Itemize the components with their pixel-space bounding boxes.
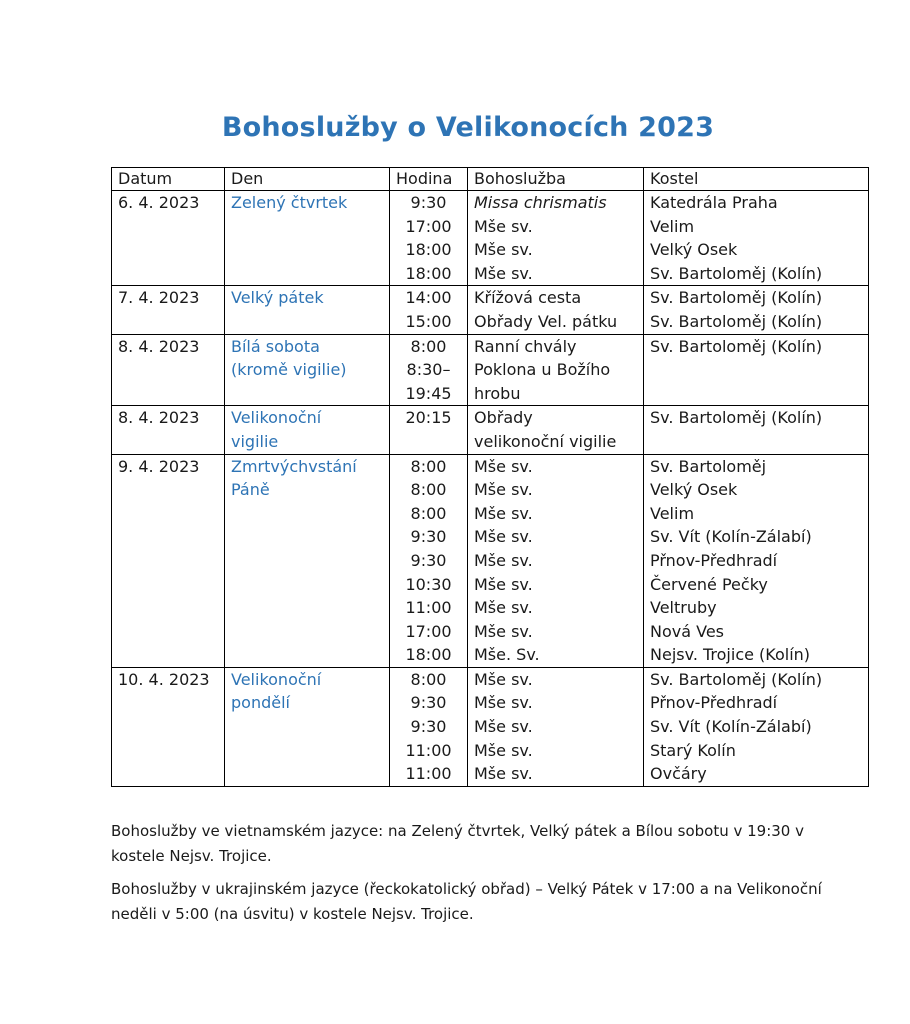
service-cell-line: Mše sv. (474, 456, 533, 476)
day-cell (225, 667, 390, 786)
time-cell (390, 454, 468, 667)
day-cell-line: pondělí (231, 693, 290, 713)
date-cell: 7. 4. 2023 (112, 286, 225, 334)
church-cell (644, 191, 869, 286)
time-cell-line: 9:30 (410, 550, 447, 570)
service-cell-line: Mše sv. (474, 574, 533, 594)
church-cell (644, 667, 869, 786)
service-cell-line: Mše sv. (474, 693, 533, 713)
church-cell-line: Starý Kolín (650, 740, 736, 760)
church-cell-line: Sv. Vít (Kolín-Zálabí) (650, 527, 812, 547)
church-cell-line: Přnov-Předhradí (650, 550, 778, 570)
time-cell-line: 9:30 (410, 527, 447, 547)
day-cell-line: Velikonoční (231, 408, 322, 428)
day-cell-line: Velikonoční (231, 669, 322, 689)
time-cell (390, 334, 468, 406)
time-cell-line: 17:00 (405, 621, 452, 641)
page-title: Bohoslužby o Velikonocích 2023 (221, 112, 715, 143)
time-cell-line: 10:30 (405, 574, 452, 594)
note-vietnamese: Bohoslužby ve vietnamském jazyce: na Zelený čtvrtek, Velký pátek a Bílou sobotu v 19:30 v kostele Nejsv. Trojice. (111, 822, 804, 865)
service-cell-line: Mše sv. (474, 240, 533, 260)
service-cell-line: Missa chrismatis (474, 193, 607, 212)
service-cell (468, 454, 644, 667)
church-cell (644, 286, 869, 334)
time-cell-line: 9:30 (410, 717, 447, 737)
church-cell-line: Červené Pečky (650, 574, 768, 594)
table-row (112, 406, 869, 454)
church-cell-line: Sv. Bartoloměj (Kolín) (650, 311, 823, 331)
table-row (112, 191, 869, 286)
church-cell-line: Ovčáry (650, 764, 707, 784)
service-cell-line: Mše sv. (474, 621, 533, 641)
day-cell-line: Páně (231, 480, 270, 500)
day-cell (225, 406, 390, 454)
service-cell (468, 406, 644, 454)
time-cell-line: 8:00 (410, 503, 447, 523)
day-cell (225, 454, 390, 667)
time-cell-line: 8:30– (406, 360, 451, 380)
day-cell-line: Zelený čtvrtek (231, 193, 348, 212)
time-cell-line: 8:00 (410, 669, 447, 689)
time-cell-line: 18:00 (405, 263, 452, 283)
service-cell-line: Mše. Sv. (474, 645, 540, 665)
day-cell-line: vigilie (231, 431, 279, 451)
church-cell-line: Přnov-Předhradí (650, 693, 778, 713)
service-cell (468, 191, 644, 286)
time-cell-line: 18:00 (405, 645, 452, 665)
column-header-den: Den (225, 168, 390, 191)
service-cell-line: Mše sv. (474, 598, 533, 618)
date-cell: 10. 4. 2023 (112, 667, 225, 786)
church-cell-line: Sv. Bartoloměj (Kolín) (650, 288, 823, 308)
church-cell (644, 406, 869, 454)
day-cell-line: Velký pátek (231, 288, 324, 308)
day-cell-line: (kromě vigilie) (231, 360, 347, 380)
day-cell-line: Zmrtvýchvstání (231, 456, 357, 476)
table-header-row (112, 168, 869, 191)
time-cell-line: 17:00 (405, 216, 452, 236)
time-cell (390, 667, 468, 786)
time-cell-line: 15:00 (405, 311, 452, 331)
table-row (112, 334, 869, 406)
table-row (112, 454, 869, 667)
time-cell (390, 191, 468, 286)
date-cell: 8. 4. 2023 (112, 334, 225, 406)
table-row (112, 667, 869, 786)
church-cell-line: Katedrála Praha (650, 193, 778, 212)
church-cell (644, 454, 869, 667)
day-cell (225, 334, 390, 406)
service-cell-line: Mše sv. (474, 717, 533, 737)
time-cell-line: 8:00 (410, 456, 447, 476)
service-cell-line: Mše sv. (474, 216, 533, 236)
church-cell-line: Sv. Bartoloměj (650, 456, 767, 476)
service-cell-line: Mše sv. (474, 503, 533, 523)
church-cell-line: Velim (650, 216, 695, 236)
church-cell-line: Sv. Bartoloměj (Kolín) (650, 408, 823, 428)
service-cell-line: Mše sv. (474, 740, 533, 760)
service-cell-line: velikonoční vigilie (474, 431, 617, 451)
time-cell-line: 8:00 (410, 336, 447, 356)
time-cell-line: 14:00 (405, 288, 452, 308)
service-cell-line: Mše sv. (474, 527, 533, 547)
time-cell-line: 18:00 (405, 240, 452, 260)
time-cell (390, 406, 468, 454)
church-cell-line: Sv. Bartoloměj (Kolín) (650, 336, 823, 356)
time-cell-line: 8:00 (410, 480, 447, 500)
church-cell-line: Velký Osek (650, 240, 738, 260)
service-cell-line: hrobu (474, 383, 521, 403)
day-cell (225, 286, 390, 334)
date-cell: 8. 4. 2023 (112, 406, 225, 454)
time-cell-line: 19:45 (405, 383, 452, 403)
date-cell: 6. 4. 2023 (112, 191, 225, 286)
time-cell-line: 11:00 (405, 598, 452, 618)
time-cell-line: 20:15 (405, 408, 452, 428)
column-header-hodina: Hodina (390, 168, 468, 191)
time-cell-line: 11:00 (405, 764, 452, 784)
service-cell-line: Ranní chvály (474, 336, 577, 356)
service-cell-line: Mše sv. (474, 764, 533, 784)
church-cell-line: Velim (650, 503, 695, 523)
column-header-kostel: Kostel (644, 168, 869, 191)
note-ukrainian: Bohoslužby v ukrajinském jazyce (řeckokatolický obřad) – Velký Pátek v 17:00 a na Velikonoční neděli v 5:00 (na úsvitu) v kostele Nejsv. Trojice. (111, 880, 822, 923)
service-cell (468, 286, 644, 334)
service-cell-line: Mše sv. (474, 480, 533, 500)
service-cell (468, 667, 644, 786)
table-row (112, 286, 869, 334)
service-cell-line: Obřady Vel. pátku (474, 311, 618, 331)
church-cell-line: Sv. Vít (Kolín-Zálabí) (650, 717, 812, 737)
service-cell (468, 334, 644, 406)
church-cell-line: Veltruby (650, 598, 717, 618)
day-cell-line: Bílá sobota (231, 336, 320, 356)
column-header-bohosluzba: Bohoslužba (468, 168, 644, 191)
time-cell-line: 9:30 (410, 693, 447, 713)
time-cell-line: 11:00 (405, 740, 452, 760)
church-cell-line: Sv. Bartoloměj (Kolín) (650, 263, 823, 283)
column-header-datum: Datum (112, 168, 225, 191)
date-cell: 9. 4. 2023 (112, 454, 225, 667)
church-cell-line: Nová Ves (650, 621, 724, 641)
day-cell (225, 191, 390, 286)
service-cell-line: Křížová cesta (474, 288, 582, 308)
service-cell-line: Mše sv. (474, 550, 533, 570)
church-cell-line: Sv. Bartoloměj (Kolín) (650, 669, 823, 689)
service-cell-line: Mše sv. (474, 669, 533, 689)
church-cell (644, 334, 869, 406)
schedule-table (111, 167, 869, 787)
church-cell-line: Nejsv. Trojice (Kolín) (650, 645, 811, 665)
service-cell-line: Mše sv. (474, 263, 533, 283)
service-cell-line: Poklona u Božího (474, 360, 611, 380)
service-cell-line: Obřady (474, 408, 533, 428)
church-cell-line: Velký Osek (650, 480, 738, 500)
time-cell (390, 286, 468, 334)
time-cell-line: 9:30 (410, 193, 447, 212)
